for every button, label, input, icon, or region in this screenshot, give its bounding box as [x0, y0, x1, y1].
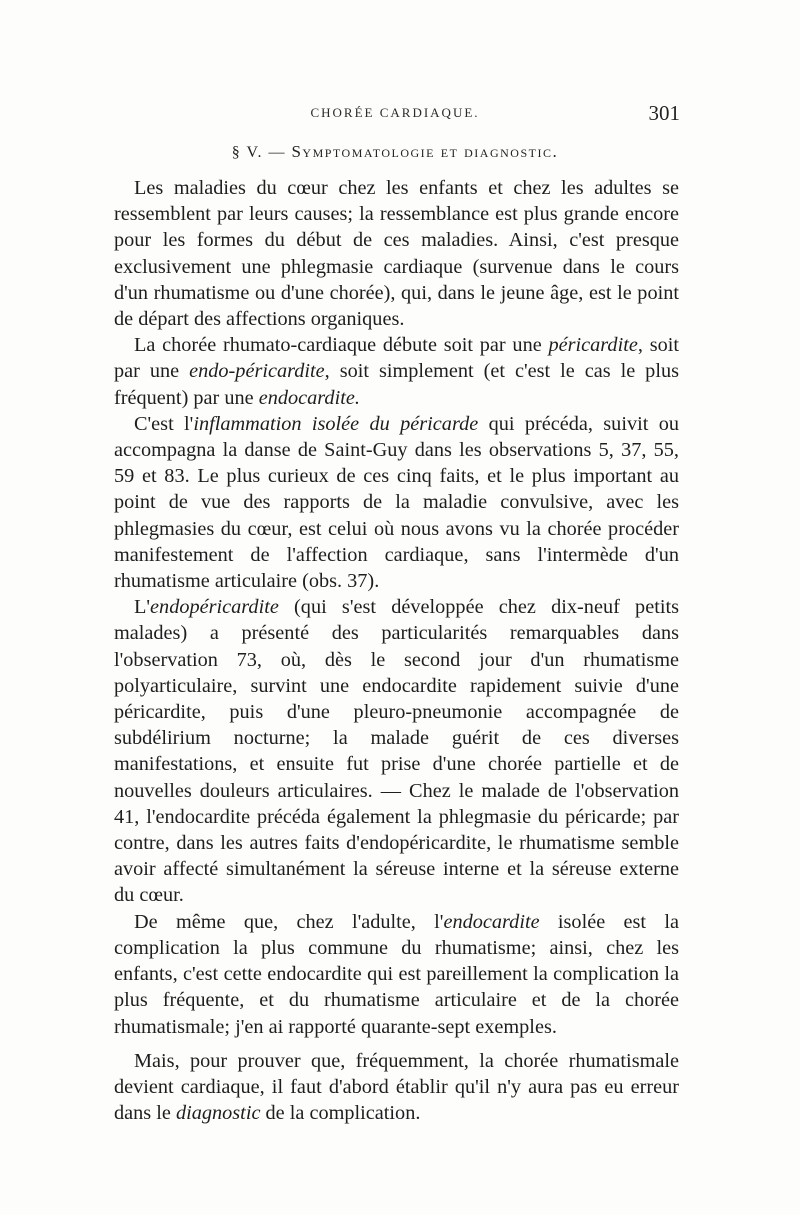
running-head — [110, 101, 680, 127]
paragraph — [114, 1048, 679, 1127]
italic-term: péricardite — [548, 334, 638, 357]
text-run: L' — [134, 596, 151, 619]
paragraph — [114, 175, 679, 332]
paragraph — [114, 332, 679, 411]
italic-term: endo-péricardite — [189, 360, 325, 383]
text-run: De même que, chez l'adulte, l' — [134, 910, 444, 933]
page-number: 301 — [648, 101, 680, 125]
text-run: La chorée rhumato-cardiaque débute soit par une — [134, 334, 549, 357]
section-title: Symptomatologie et diagnostic. — [291, 142, 559, 161]
text-run: (qui s'est développée chez dix-neuf petits malades) a présenté des particularités remarquables dans l'observation 73, où, dès le second jour d'un rhumatisme polyarticulaire, survint une endocardite rapidement suivie d'une péricardite, puis d'une pleuro-pneumonie accompagnée de subdélirium nocturne; la malade guérit de ces diverses manifestations, et ensuite fut prise d'une chorée partielle et de nouvelles douleurs articulaires. — Chez le malade de l'observation 41, l'endocardite précéda également la phlegmasie du péricarde; par contre, dans les autres faits d'endopéricardite, le rhumatisme semble avoir affecté simultanément la séreuse interne et la séreuse externe du cœur. — [114, 596, 679, 907]
paragraph — [114, 411, 679, 594]
section-number: § V. — — [231, 144, 292, 161]
text-run: de la complication. — [260, 1102, 421, 1125]
text-run: qui précéda, suivit ou accompagna la danse de Saint-Guy dans les observations 5, 37, 55, 59 et 83. Le plus curieux de ces cinq faits, et le plus important au point de vue des rapports de la maladie convulsive, avec les phlegmasies du cœur, est celui où nous avons vu la chorée procéder manifestement de l'affection cardiaque, sans l'intermède d'un rhumatisme articulaire (obs. 37). — [114, 412, 679, 593]
italic-term: endocardite — [443, 910, 540, 933]
italic-term: endopéricardite — [150, 596, 279, 619]
text-run: C'est l' — [134, 412, 194, 435]
text-run: , soit par une — [114, 334, 679, 383]
italic-term: diagnostic — [175, 1102, 261, 1125]
text-run: isolée est la complication la plus commune du rhumatisme; ainsi, chez les enfants, c'est cette endocardite qui est pareillement la complication la plus fréquente, et du rhumatisme articulaire et de la chorée rhumatismale; j'en ai rapporté quarante-sept exemples. — [114, 910, 679, 1038]
running-title: CHORÉE CARDIAQUE. — [310, 105, 480, 120]
text-run: , soit simplement (et c'est le cas le plus fréquent) par une — [114, 360, 679, 409]
italic-term: endocardite. — [258, 386, 360, 409]
body-text — [114, 175, 679, 1126]
paragraph — [114, 594, 679, 908]
paragraph — [114, 909, 679, 1040]
text-run: Les maladies du cœur chez les enfants et chez les adultes se ressemblent par leurs causes; la ressemblance est plus grande encore pour les formes du début de ces maladies. Ainsi, c'est presque exclusivement une phlegmasie cardiaque (survenue dans le cours d'un rhumatisme ou d'une chorée), qui, dans le jeune âge, est le point de départ des affections organiques. — [114, 177, 679, 331]
italic-term: inflammation isolée du péricarde — [193, 412, 479, 435]
section-heading — [110, 142, 680, 162]
text-run: Mais, pour prouver que, fréquemment, la chorée rhumatismale devient cardiaque, il faut d'abord établir qu'il n'y aura pas eu erreur dans le — [114, 1049, 679, 1125]
